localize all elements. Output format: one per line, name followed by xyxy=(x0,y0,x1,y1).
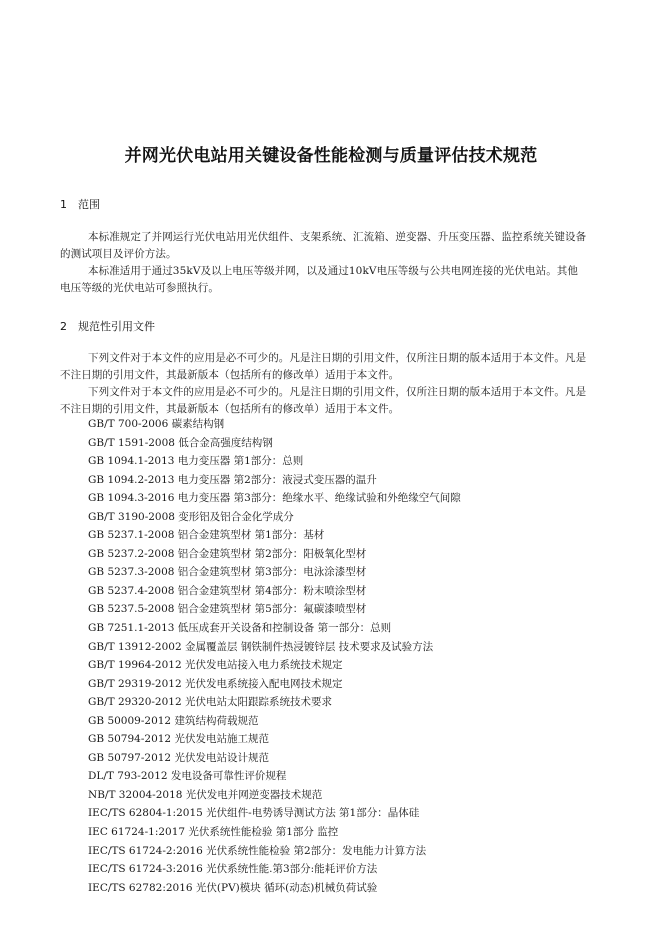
section-title: 范围 xyxy=(78,198,100,211)
scope-paragraph-2: 本标准适用于通过35kV及以上电压等级并网，以及通过10kV电压等级与公共电网连接的光伏电站。其他电压等级的光伏电站可参照执行。 xyxy=(60,265,579,294)
reference-item: IEC/TS 61724-2:2016 光伏系统性能检验 第2部分：发电能力计算方法 xyxy=(88,844,427,857)
reference-item: GB 50797-2012 光伏发电站设计规范 xyxy=(88,751,269,764)
reference-item: GB 1094.1-2013 电力变压器 第1部分：总则 xyxy=(88,455,304,468)
section-number: 2 xyxy=(60,320,67,333)
reference-item: GB 5237.3-2008 铝合金建筑型材 第3部分：电泳涂漆型材 xyxy=(88,566,367,579)
reference-item: GB 5237.2-2008 铝合金建筑型材 第2部分：阳极氧化型材 xyxy=(88,547,367,560)
references-paragraph-2: 下列文件对于本文件的应用是必不可少的。凡是注日期的引用文件，仅所注日期的版本适用于本文件。凡是不注日期的引用文件，其最新版本（包括所有的修改单）适用于本文件。 xyxy=(60,386,587,415)
reference-item: GB/T 29320-2012 光伏电站太阳跟踪系统技术要求 xyxy=(88,696,332,709)
reference-item: IEC/TS 62804-1:2015 光伏组件-电势诱导测试方法 第1部分：晶体硅 xyxy=(88,807,420,820)
reference-item: GB/T 13912-2002 金属覆盖层 钢铁制件热浸镀锌层 技术要求及试验方法 xyxy=(88,640,434,653)
reference-item: GB 1094.2-2013 电力变压器 第2部分：液浸式变压器的温升 xyxy=(88,473,377,486)
scope-paragraph-1: 本标准规定了并网运行光伏电站用光伏组件、支架系统、汇流箱、逆变器、升压变压器、监控系统关键设备的测试项目及评价方法。 xyxy=(60,231,587,260)
reference-item: GB 5237.4-2008 铝合金建筑型材 第4部分：粉末喷涂型材 xyxy=(88,584,367,597)
reference-item: GB/T 19964-2012 光伏发电站接入电力系统技术规定 xyxy=(88,659,343,672)
document-title: 并网光伏电站用关键设备性能检测与质量评估技术规范 xyxy=(124,146,538,166)
reference-item: NB/T 32004-2018 光伏发电并网逆变器技术规范 xyxy=(88,788,323,801)
reference-item: IEC/TS 61724-3:2016 光伏系统性能.第3部分:能耗评价方法 xyxy=(88,863,378,876)
section-heading-scope xyxy=(60,196,100,212)
reference-item: GB 7251.1-2013 低压成套开关设备和控制设备 第一部分：总则 xyxy=(88,622,392,635)
section-number: 1 xyxy=(60,198,67,211)
reference-item: IEC 61724-1:2017 光伏系统性能检验 第1部分 监控 xyxy=(88,826,339,839)
section-heading-normative-references xyxy=(60,318,155,334)
reference-item: GB/T 1591-2008 低合金高强度结构钢 xyxy=(88,436,273,449)
reference-item: GB 1094.3-2016 电力变压器 第3部分：绝缘水平、绝缘试验和外绝缘空气间隙 xyxy=(88,492,461,505)
reference-item: IEC/TS 62782:2016 光伏(PV)模块 循环(动态)机械负荷试验 xyxy=(88,881,378,894)
reference-item: GB 50009-2012 建筑结构荷载规范 xyxy=(88,714,259,727)
reference-item: GB/T 3190-2008 变形铝及铝合金化学成分 xyxy=(88,510,294,523)
reference-item: GB/T 700-2006 碳素结构钢 xyxy=(88,418,225,430)
reference-item: GB 5237.1-2008 铝合金建筑型材 第1部分：基材 xyxy=(88,529,325,542)
reference-item: DL/T 793-2012 发电设备可靠性评价规程 xyxy=(88,770,287,783)
section-title: 规范性引用文件 xyxy=(78,320,155,333)
reference-list xyxy=(88,415,461,897)
reference-item: GB/T 29319-2012 光伏发电系统接入配电网技术规定 xyxy=(88,677,343,690)
reference-item: GB 5237.5-2008 铝合金建筑型材 第5部分：氟碳漆喷型材 xyxy=(88,603,367,616)
references-paragraph-1: 下列文件对于本文件的应用是必不可少的。凡是注日期的引用文件，仅所注日期的版本适用于本文件。凡是不注日期的引用文件，其最新版本（包括所有的修改单）适用于本文件。 xyxy=(60,352,587,381)
reference-item: GB 50794-2012 光伏发电站施工规范 xyxy=(88,733,269,746)
